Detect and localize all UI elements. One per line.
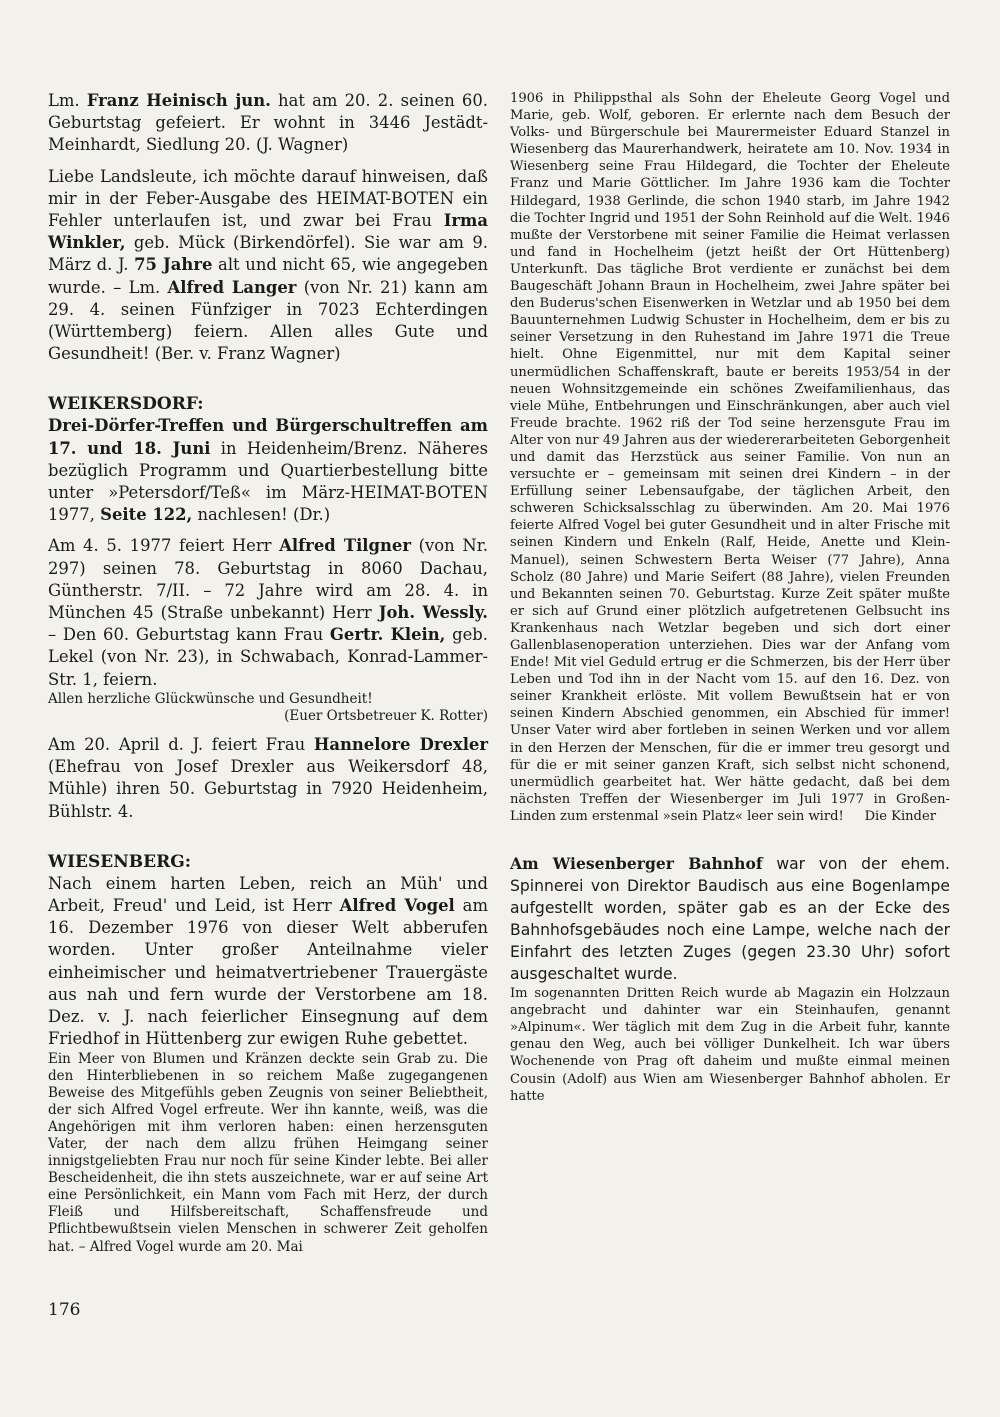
greeting-line: Allen herzliche Glückwünsche und Gesundheit! [48,690,373,707]
paragraph-vogel-tribute: Ein Meer von Blumen und Kränzen deckte sein Grab zu. Die den Hinterbliebenen in so reichem Maße zugegangenen Beweise des Mitgefühls geben Zeugnis von seiner Beliebtheit, der sich Alfred Vogel erfreute. Wer ihn kannte, weiß, was die Angehörigen mit ihm verloren haben: einen herzensguten Vater, der nach dem allzu frühen Heimgang seiner innigstgeliebten Frau nur noch für seine Kinder lebte. Bei aller Bescheidenheit, die ihn stets auszeichnete, war er auf seine Art eine Persönlichkeit, ein Mann vom Fach mit Herz, der durch Fleiß und Hilfsbereitschaft, Schaffensfreude und Pflichtbewußtsein vielen Menschen in schwerer Zeit geholfen hat. – Alfred Vogel wurde am 20. Mai [48,1050,488,1255]
right-column [510,90,950,1105]
paragraph-birthdays-weikersdorf: Am 4. 5. 1977 feiert Herr Alfred Tilgner (von Nr. 297) seinen 78. Geburtstag in 8060 Dachau, Güntherstr. 7/II. – 72 Jahre wird am 28. 4. in München 45 (Straße unbekannt) Herr Joh. Wessly. – Den 60. Geburtstag kann Frau Gertr. Klein, geb. Lekel (von Nr. 23), in Schwabach, Konrad-Lammer-Str. 1, feiern. [48,536,489,689]
paragraph-vogel-biography: 1906 in Philippsthal als Sohn der Eheleute Georg Vogel und Marie, geb. Wolf, geboren. Er erlernte nach dem Besuch der Volks- und Bürgerschule bei Maurermeister Eduard Stanzel in Wiesenberg das Maurerhandwerk, heiratete am 10. Nov. 1934 in Wiesenberg seine Frau Hildegard, die Tochter der Eheleute Franz und Marie Göttlicher. Im Jahre 1936 kam die Tochter Hildegard, 1938 Gerlinde, die schon 1940 starb, im Jahre 1942 die Tochter Ingrid und 1951 der Sohn Reinhold auf die Welt. 1946 mußte der Verstorbene mit seiner Familie die Heimat verlassen und fand in Hochelheim (jetzt heißt der Ort Hüttenberg) Unterkunft. Das tägliche Brot verdiente er zunächst bei dem Baugeschäft Johann Braun in Hochelheim, zwei Jahre später bei den Buderus'schen Eisenwerken in Wetzlar und ab 1950 bei dem Bauunternehmen Ludwig Schuster in Hochelheim, dem er bis zu seiner Versetzung in den Ruhestand im Jahre 1971 die Treue hielt. Ohne Eigenmittel, nur mit dem Kapital seiner unermüdlichen Schaffenskraft, baute er bereits 1953/54 in der neuen Wohnsitzgemeinde ein schönes Zweifamilienhaus, das viele Mühe, Entbehrungen und Einschränkungen, aber auch viel Freude brachte. 1962 riß der Tod seine herzensgute Frau im Alter von nur 49 Jahren aus der wiedererarbeiteten Geborgenheit und damit das Herzstück aus seiner Familie. Von nun an versuchte er – gemeinsam mit seinen drei Kindern – in der Erfüllung seiner Lebensaufgabe, der täglichen Arbeit, den schweren Schicksalsschlag zu überwinden. Am 20. Mai 1976 feierte Alfred Vogel bei guter Gesundheit und in alter Frische mit seinen Kindern und Enkeln (Ralf, Heide, Anette und Klein-Manuel), seinen Schwestern Berta Weiser (77 Jahre), Anna Scholz (80 Jahre) und Marie Seifert (88 Jahre), vielen Freunden und Bekannten seinen 70. Geburtstag. Kurze Zeit später mußte er sich auf Grund einer plötzlich aufgetretenen Gelbsucht ins Krankenhaus nach Wetzlar begeben und sich dort einer Gallenblasenoperation unterziehen. Dies war der Anfang vom Ende! Mit viel Geduld ertrug er die Schmerzen, bis der Herr über Leben und Tod ihn in der Nacht vom 15. auf den 16. Dez. von seiner Krankheit erlöste. Mit vollem Bewußtsein hat er von seinen Kindern Abschied genommen, ein Abschied für immer! Unser Vater wird aber fortleben in seinen Werken und vor allem in den Herzen der Menschen, für die er immer treu gesorgt und für die er mit seiner ganzen Kraft, sich selbst nicht schonend, unermüdlich gearbeitet hat. Wer hätte gedacht, daß bei dem nächsten Treffen der Wiesenberger im Juli 1977 in Großen-Linden zum erstenmal »sein Platz« leer sein wird! Die Kinder [510,91,950,824]
heading-weikersdorf: WEIKERSDORF: [48,394,204,415]
signoff-die-kinder: Die Kinder [864,808,936,824]
paragraph-drexler: Am 20. April d. J. feiert Frau Hannelore Drexler (Ehefrau von Josef Drexler aus Weikersdorf 48, Mühle) ihren 50. Geburtstag in 7920 Heidenheim, Bühlstr. 4. [48,735,488,821]
page-number: 176 [48,1300,81,1320]
signoff-rotter: (Euer Ortsbetreuer K. Rotter) [284,707,488,724]
paragraph-bahnhof-memory: Im sogenannten Dritten Reich wurde ab Magazin ein Holzzaun angebracht und dahinter war ein Steinhaufen, genannt »Alpinum«. Wer täglich mit dem Zug in die Arbeit fuhr, kannte genau den Weg, auch bei völliger Dunkelheit. Ich war übers Wochenende von Prag oft daheim und mußte einmal meinen Cousin (Adolf) aus Wien am Wiesenberger Bahnhof abholen. Er hatte [510,986,950,1104]
left-column [48,90,488,1256]
paragraph-bahnhof: Am Wiesenberger Bahnhof war von der ehem. Spinnerei von Direktor Baudisch aus eine Bogenlampe aufgestellt worden, später gab es an der Ecke des Bahnhofsgebäudes noch eine Lampe, welche nach der Einfahrt des letzten Zuges (gegen 23.30 Uhr) sofort ausgeschaltet wurde. [510,854,950,984]
heading-wiesenberg: WIESENBERG: [48,851,192,872]
paragraph-correction: Liebe Landsleute, ich möchte darauf hinweisen, daß mir in der Feber-Ausgabe des HEIMAT-BOTEN ein Fehler unterlaufen ist, und zwar bei Frau Irma Winkler, geb. Mück (Birkendörfel). Sie war am 9. März d. J. 75 Jahre alt und nicht 65, wie angegeben wurde. – Lm. Alfred Langer (von Nr. 21) kann am 29. 4. seinen Fünfziger in 7023 Echterdingen (Württemberg) feiern. Allen alles Gute und Gesundheit! (Ber. v. Franz Wagner) [48,166,489,364]
paragraph-vogel-obituary: Nach einem harten Leben, reich an Müh' und Arbeit, Freud' und Leid, ist Herr Alfred Vogel am 16. Dezember 1976 von dieser Welt abberufen worden. Unter großer Anteilnahme vieler einheimischer und heimatvertriebener Trauergäste aus nah und fern wurde der Verstorbene am 18. Dez. v. J. nach feierlicher Einsegnung auf dem Friedhof in Hüttenberg zur ewigen Ruhe gebettet. [48,873,488,1049]
paragraph-heinisch: Lm. Franz Heinisch jun. hat am 20. 2. seinen 60. Geburtstag gefeiert. Er wohnt in 3446 Jestädt-Meinhardt, Siedlung 20. (J. Wagner) [48,91,488,155]
paragraph-weikersdorf-treffen: Drei-Dörfer-Treffen und Bürgerschultreffen am 17. und 18. Juni in Heidenheim/Brenz. Näheres bezüglich Programm und Quartierbestellung bitte unter »Petersdorf/Teß« im März-HEIMAT-BOTEN 1977, Seite 122, nachlesen! (Dr.) [48,416,489,525]
